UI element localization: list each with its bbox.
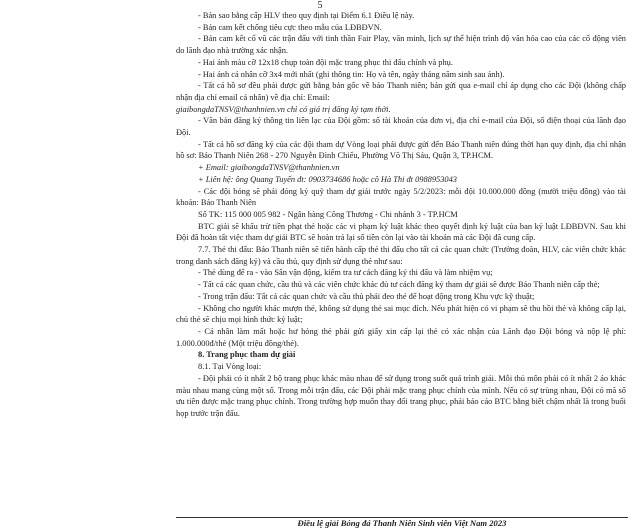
bank-account: Số TK: 115 000 005 982 - Ngân hàng Công Thương - Chi nhánh 3 - TP.HCM <box>198 209 458 219</box>
paragraph: - Bản cam kết cổ vũ các trận đấu với tinh thần Fair Play, văn minh, lịch sự thể hiện trình độ văn hóa cao của các cổ động viên do lãnh đạo nhà trường xác nhận. <box>176 34 626 56</box>
paragraph: - Cá nhân làm mất hoặc hư hỏng thẻ phải gửi giấy xin cấp lại thẻ có xác nhận của Lãnh đạo Đội bóng và nộp lệ phí: 1.000.000đ/thẻ (Một triệu đồng/thẻ). <box>176 326 626 348</box>
paragraph: BTC giải sẽ khấu trừ tiền phạt thẻ hoặc các vi phạm kỷ luật khác theo quyết định kỷ luật của ban kỷ luật LĐBĐVN. Sau khi Đội đã hoàn tất việc tham dự giải BTC sẽ hoàn trả lại số tiền còn lại vào tài khoản mà các Đội đã cung cấp. <box>176 221 626 243</box>
contact-phone: + Liên hệ: ông Quang Tuyến đt: 0903734686 hoặc cô Hà Thi đt 0988953043 <box>198 174 457 184</box>
page-footer: Điều lệ giải Bóng đá Thanh Niên Sinh viên Việt Nam 2023 <box>297 518 507 528</box>
paragraph: - Tất cả hồ sơ đều phải được gửi bằng bản gốc về báo Thanh niên; bản gửi qua e-mail chỉ áp dụng cho các Đội (không chấp nhận địa chỉ email cá nhân) về địa chỉ: Email: <box>176 81 626 102</box>
paragraph: - Các đội bóng sẽ phải đóng ký quỹ tham dự giải trước ngày 5/2/2023: mỗi đội 10.000.000 đồng (mười triệu đồng) vào tài khoản: Báo Thanh Niên <box>176 186 626 208</box>
subsection-heading: 8.1. Tại Vòng loại: <box>198 362 262 372</box>
email-link[interactable]: giaibongdaTNSV@thanhnien.vn chỉ có giá trị đăng ký tạm thời. <box>176 104 391 114</box>
paragraph: - Hai ảnh cá nhân cỡ 3x4 mới nhất (ghi thông tin: Họ và tên, ngày tháng năm sinh sau ảnh). <box>198 69 505 79</box>
paragraph: - Hai ảnh màu cỡ 12x18 chụp toàn đội mặc trang phục thi đấu chính và phụ. <box>198 57 453 67</box>
paragraph: - Tất cả hồ sơ đăng ký của các đội tham dự Vòng loại phải được gửi đến Báo Thanh niên đúng thời hạn quy định, địa chỉ nhận hồ sơ: Báo Thanh Niên 268 - 270 Nguyễn Đình Chiểu, Phường Võ Thị Sáu, Quận 3, TP.HCM. <box>176 139 626 161</box>
paragraph: - Không cho người khác mượn thẻ, không sử dụng thẻ sai mục đích. Nếu phát hiện có vi phạm sẽ thu hồi thẻ và không cấp lại, chủ thẻ sẽ chịu mọi hình thức kỷ luật; <box>176 303 626 325</box>
contact-email[interactable]: + Email: giaibongdaTNSV@thanhnien.vn <box>198 163 340 173</box>
document-body <box>176 10 626 420</box>
paragraph: - Bản cam kết chống tiêu cực theo mẫu của LĐBĐVN. <box>198 22 382 32</box>
paragraph: 7.7. Thẻ thi đấu: Báo Thanh niên sẽ tiến hành cấp thẻ thi đấu cho tất cả các quan chức (Trưởng đoàn, HLV, các viên chức khác trong danh sách đăng ký) và cầu thủ, quy định sử dụng thẻ như sau: <box>176 245 626 266</box>
paragraph: - Tất cả các quan chức, cầu thủ và các viên chức khác đủ tư cách đăng ký tham dự giải sẽ được Báo Thanh niên cấp thẻ; <box>198 280 600 290</box>
paragraph: - Văn bản đăng ký thông tin liên lạc của Đội gồm: số tài khoản của đơn vị, địa chỉ e-mail của Đội, số điện thoại của lãnh đạo Đội. <box>176 116 626 138</box>
paragraph: - Đội phải có ít nhất 2 bộ trang phục khác màu nhau để sử dụng trong suốt quá trình giải. Mỗi thủ môn phải có ít nhất 2 áo khác màu nhau mang cùng một số. Trong mỗi trận đấu, các Đội phải mặc trang phục chính của mình. Nếu có sự trùng nhau, Đội có mã số ưu tiên được mặc trang phục chính. Trong trường hợp muốn thay đổi trang phục, phải báo cáo BTC bằng biết chậm nhất là trong buổi họp trước trận đấu. <box>176 373 626 418</box>
page-number: 5 <box>317 0 323 11</box>
paragraph: - Trong trận đấu: Tất cả các quan chức và cầu thủ phải đeo thẻ để hoạt động trong Khu vực kỹ thuật; <box>198 291 535 301</box>
paragraph: - Bản sao bằng cấp HLV theo quy định tại Điểm 6.1 Điều lệ này. <box>198 11 415 20</box>
section-heading: 8. Trang phục tham dự giải <box>198 350 296 360</box>
paragraph: - Thẻ dùng để ra - vào Sân vận động, kiểm tra tư cách đăng ký thi đấu và làm nhiệm vụ; <box>198 268 493 278</box>
